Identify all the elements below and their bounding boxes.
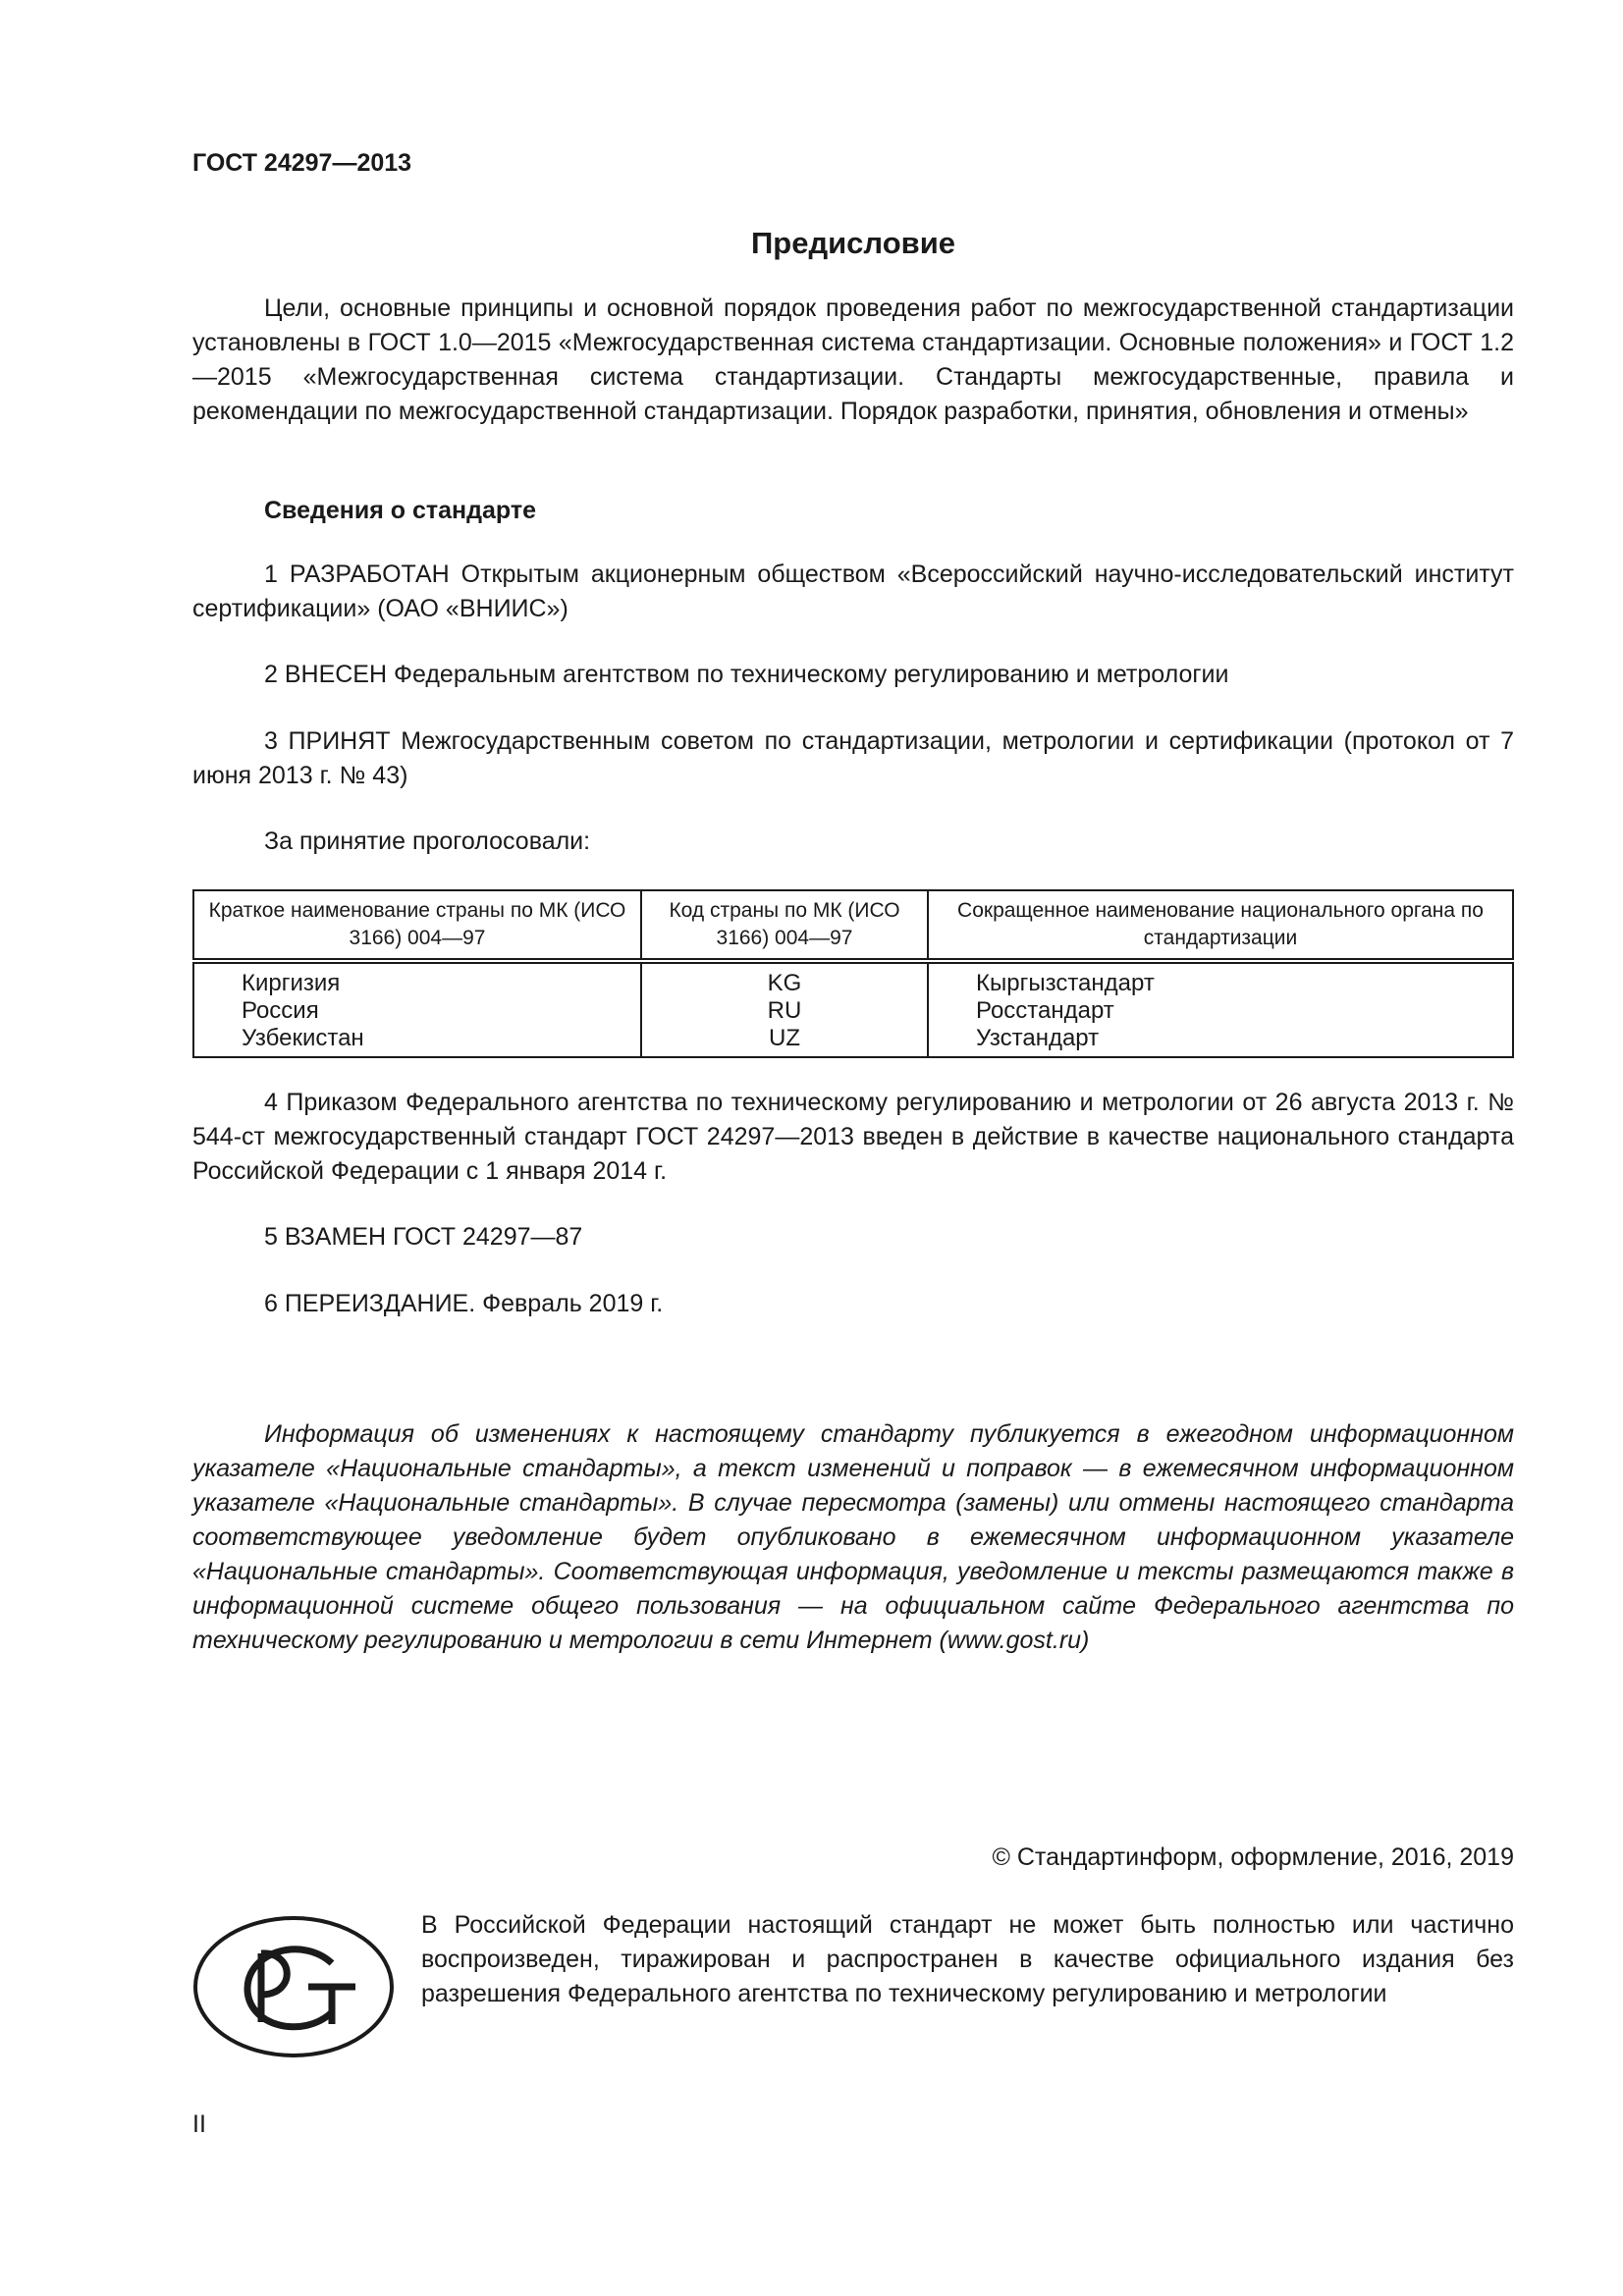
table-row xyxy=(193,1025,1513,1057)
item-1-developed: 1 РАЗРАБОТАН Открытым акционерным обществом «Всероссийский научно-исследовательский институт сертификации» (ОАО «ВНИИС») xyxy=(192,561,1514,622)
country-name: Киргизия xyxy=(193,961,641,997)
item-4-enacted: 4 Приказом Федерального агентства по техническому регулированию и метрологии от 26 августа 2013 г. № 544-ст межгосударственный стандарт ГОСТ 24297—2013 введен в действие в качестве национального стандарта Российской Федерации с 1 января 2014 г. xyxy=(192,1089,1514,1185)
standards-body: Кыргызстандарт xyxy=(928,961,1513,997)
votes-intro: За принятие проголосовали: xyxy=(264,828,591,855)
item-2-submitted: 2 ВНЕСЕН Федеральным агентством по техническому регулированию и метрологии xyxy=(264,661,1229,688)
votes-table xyxy=(192,889,1514,1058)
standards-body: Росстандарт xyxy=(928,997,1513,1025)
country-code: KG xyxy=(641,961,928,997)
item-6-reissue: 6 ПЕРЕИЗДАНИЕ. Февраль 2019 г. xyxy=(264,1290,664,1317)
country-name: Россия xyxy=(193,997,641,1025)
country-code: RU xyxy=(641,997,928,1025)
item-3-adopted: 3 ПРИНЯТ Межгосударственным советом по стандартизации, метрологии и сертификации (протокол от 7 июня 2013 г. № 43) xyxy=(192,727,1514,789)
intro-paragraph: Цели, основные принципы и основной порядок проведения работ по межгосударственной стандартизации установлены в ГОСТ 1.0—2015 «Межгосударственная система стандартизации. Основные положения» и ГОСТ 1.2—2015 «Межгосударственная система стандартизации. Стандарты межгосударственные, правила и рекомендации по межгосударственной стандартизации. Порядок разработки, принятия, обновления и отмены» xyxy=(192,294,1514,425)
legal-notice: В Российской Федерации настоящий стандарт не может быть полностью или частично воспроизведен, тиражирован и распространен в качестве официального издания без разрешения Федерального агентства по техническому регулированию и метрологии xyxy=(421,1911,1514,2007)
table-header-code: Код страны по МК (ИСО 3166) 004—97 xyxy=(641,890,928,961)
page-title: Предисловие xyxy=(750,226,955,260)
table-row xyxy=(193,961,1513,997)
document-page xyxy=(192,0,1514,2296)
document-header: ГОСТ 24297—2013 xyxy=(192,149,412,177)
table-header-row xyxy=(193,890,1513,961)
table-header-body: Сокращенное наименование национального органа по стандартизации xyxy=(928,890,1513,961)
item-5-replaces: 5 ВЗАМЕН ГОСТ 24297—87 xyxy=(264,1223,583,1251)
country-code: UZ xyxy=(641,1025,928,1057)
table-header-country: Краткое наименование страны по МК (ИСО 3166) 004—97 xyxy=(193,890,641,961)
section-heading: Сведения о стандарте xyxy=(264,497,537,524)
page-number: II xyxy=(192,2110,206,2138)
table-row xyxy=(193,997,1513,1025)
country-name: Узбекистан xyxy=(193,1025,641,1057)
standards-body: Узстандарт xyxy=(928,1025,1513,1057)
gost-logo-icon xyxy=(192,1914,395,2059)
copyright-line: © Стандартинформ, оформление, 2016, 2019 xyxy=(992,1843,1514,1871)
info-note: Информация об изменениях к настоящему стандарту публикуется в ежегодном информационном указателе «Национальные стандарты», а текст изменений и поправок — в ежемесячном информационном указателе «Национальные стандарты». В случае пересмотра (замены) или отмены настоящего стандарта соответствующее уведомление будет опубликовано в ежемесячном информационном указателе «Национальные стандарты». Соответствующая информация, уведомление и тексты размещаются также в информационной системе общего пользования — на официальном сайте Федерального агентства по техническому регулированию и метрологии в сети Интернет (www.gost.ru) xyxy=(192,1420,1514,1654)
